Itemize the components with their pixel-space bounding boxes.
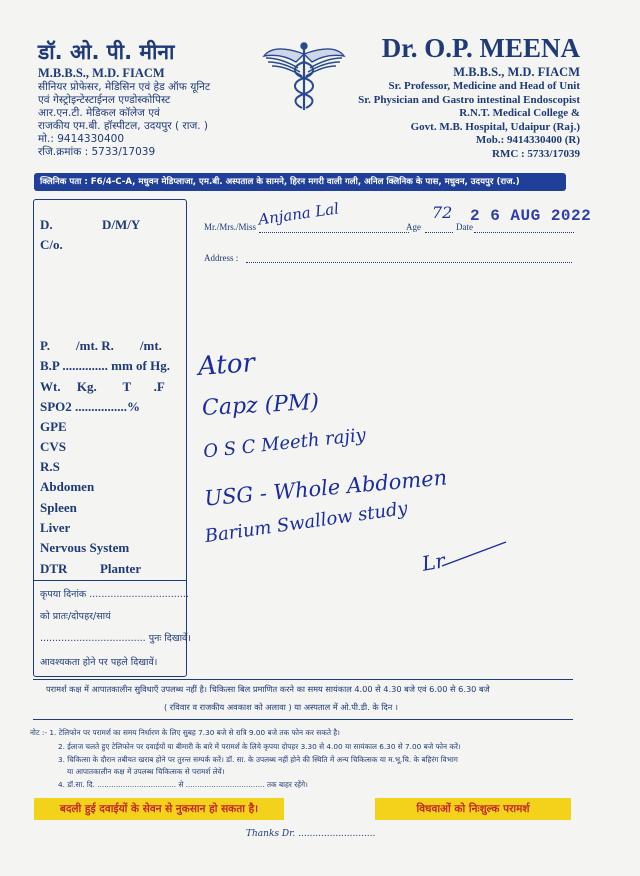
emergency-notice-line-2: ( रविवार व राजकीय अवकाश को अलावा ) या अस्पताल में ओ.पी.डी. के दिन । [164, 702, 398, 712]
note-line-1: नोट :- 1. टेलिफोन पर परामर्श का समय निर्धारण के लिए सुबह 7.30 बजे से रात्रि 9.00 बजे तक फोन कर सकते है। [30, 728, 340, 737]
warning-banner-text: बदली हुई दवाईयों के सेवन से नुकसान हो सकता है। [59, 803, 259, 815]
english-line-3: R.N.T. Medical College & [459, 107, 580, 119]
vitals-rs: R.S [40, 459, 60, 474]
vitals-complaint-label: C/o. [40, 237, 63, 252]
clinic-address-banner [34, 173, 566, 191]
rx-note-1: Ator [197, 348, 256, 382]
footer-divider-mid [33, 719, 573, 720]
vitals-box [33, 199, 187, 677]
patient-age-line [425, 232, 453, 233]
rx-note-6: Lr [420, 548, 447, 576]
vitals-date-label: D. [40, 217, 53, 232]
hindi-line-5: मो.: 9414330400 [38, 133, 125, 145]
patient-name-line [259, 232, 409, 233]
patient-address-line [246, 262, 572, 263]
patient-date-label: Date [456, 222, 473, 232]
note-line-2: 2. ईलाज चलते हुए टेलिफोन पर दवाईयों या बीमारी के बारे में परामर्श के लिये कृपया दोपहर 3.30 से 4.00 या सायंकाल 6.30 से 7.00 बजे फोन करें। [58, 742, 461, 751]
vitals-spleen: Spleen [40, 500, 77, 515]
rx-note-3: O S C Meeth rajiy [202, 424, 367, 463]
vitals-weight-temp: Wt. Kg. T .F [40, 379, 165, 394]
note-line-3: 3. चिकित्सा के दौरान तबीयत खराब होने पर तुरन्त सम्पर्क करें। डॉ. सा. के उपलब्ध नहीं होने की स्थिति में अन्य चिकित्सक या म.भू.चि. के बहिरंग विभाग [58, 755, 458, 764]
degree-english: M.B.B.S., M.D. FIACM [453, 65, 580, 79]
vitals-divider [33, 580, 187, 581]
note-line-5: 4. डॉ.सा. दि. .................................. से .................................. तक बाहर रहेंगे। [58, 780, 308, 789]
rx-note-2: Capz (PM) [201, 389, 320, 422]
widow-consult-banner [375, 798, 571, 820]
header-english-block [340, 32, 580, 161]
doctor-name-english: Dr. O.P. MEENA [381, 33, 580, 63]
english-line-6: RMC : 5733/17039 [492, 147, 580, 160]
date-stamp: 2 6 AUG 2022 [470, 207, 592, 225]
header-hindi-block [38, 40, 268, 159]
patient-date-line [474, 232, 574, 233]
clinic-address-text: क्लिनिक पता : F6/4-C-A, मधुवन मेडिप्लाजा, एम.बी. अस्पताल के सामने, हिरन मगरी वाली गली, अनिल क्लिनिक के पास, मधुवन, उदयपुर (राज.) [40, 177, 520, 187]
vitals-abdomen: Abdomen [40, 479, 95, 494]
emergency-notice-line-1: परामर्श कक्ष में आपातकालीन सुविधाएँ उपलब्ध नहीं है। चिकित्सा बिल प्रमाणित करने का समय सायंकाल 4.00 से 4.30 बजे एवं 6.00 से 6.30 बजे [46, 684, 490, 694]
vitals-gpe: GPE [40, 419, 67, 434]
signature-flourish [440, 538, 510, 568]
rx-note-4: USG - Whole Abdomen [203, 465, 449, 511]
patient-address-label: Address : [204, 253, 239, 263]
followup-revisit: ................................... पुनः दिखावें। [40, 633, 191, 644]
footer-divider-top [33, 679, 573, 680]
note-line-4: या आपातकालीन कक्ष में उपलब्ध चिकित्सक से परामर्श लेवें। [67, 767, 225, 776]
rx-note-5: Barium Swallow study [203, 497, 409, 548]
patient-age-value: 72 [432, 203, 453, 222]
vitals-nervous-system: Nervous System [40, 540, 130, 555]
widow-consult-text: विधवाओं को निःशुल्क परामर्श [416, 803, 530, 815]
doctor-name-hindi: डॉ. ओ. पी. मीना [38, 40, 175, 64]
warning-banner [34, 798, 284, 820]
hindi-line-4: राजकीय एम.बी. हॉस्पीटल, उदयपुर ( राज. ) [38, 120, 209, 132]
hindi-line-2: एवं गेस्ट्रोइन्टेस्टाईनल एण्डोस्कोपिस्ट [38, 94, 171, 106]
english-line-1: Sr. Professor, Medicine and Head of Unit [388, 80, 580, 92]
hindi-line-6: रजि.क्रमांक : 5733/17039 [38, 146, 156, 158]
followup-time: को प्रातः/दोपहर/सायं [40, 611, 111, 622]
english-line-2: Sr. Physician and Gastro intestinal Endoscopist [358, 93, 580, 106]
hindi-line-3: आर.एन.टी. मेडिकल कॉलेज एवं [38, 107, 160, 119]
followup-date: कृपया दिनांक ................................. [40, 589, 189, 600]
vitals-spo2: SPO2 ................% [40, 399, 141, 414]
followup-early: आवश्यकता होने पर पहले दिखावें। [40, 657, 158, 668]
english-line-4: Govt. M.B. Hospital, Udaipur (Raj.) [410, 120, 580, 133]
english-line-5: Mob.: 9414330400 (R) [475, 134, 580, 146]
degree-hindi-side: M.B.B.S., M.D. FIACM [38, 66, 165, 80]
vitals-dmy-label: D/M/Y [102, 217, 141, 232]
patient-name-label: Mr./Mrs./Miss [204, 222, 257, 232]
thanks-line: Thanks Dr. ........................... [246, 829, 376, 839]
vitals-liver: Liver [40, 520, 71, 535]
hindi-line-1: सीनियर प्रोफेसर, मेडिसिन एवं हेड ऑफ यूनिट [38, 81, 211, 93]
patient-name-value: Anjana Lal [257, 199, 341, 229]
caduceus-logo [262, 40, 346, 114]
vitals-dtr-planter: DTR Planter [40, 561, 142, 576]
vitals-bp: B.P .............. mm of Hg. [40, 358, 170, 373]
patient-age-label: Age [406, 222, 421, 232]
vitals-cvs: CVS [40, 439, 67, 454]
vitals-pulse-resp: P. /mt. R. /mt. [40, 338, 162, 353]
